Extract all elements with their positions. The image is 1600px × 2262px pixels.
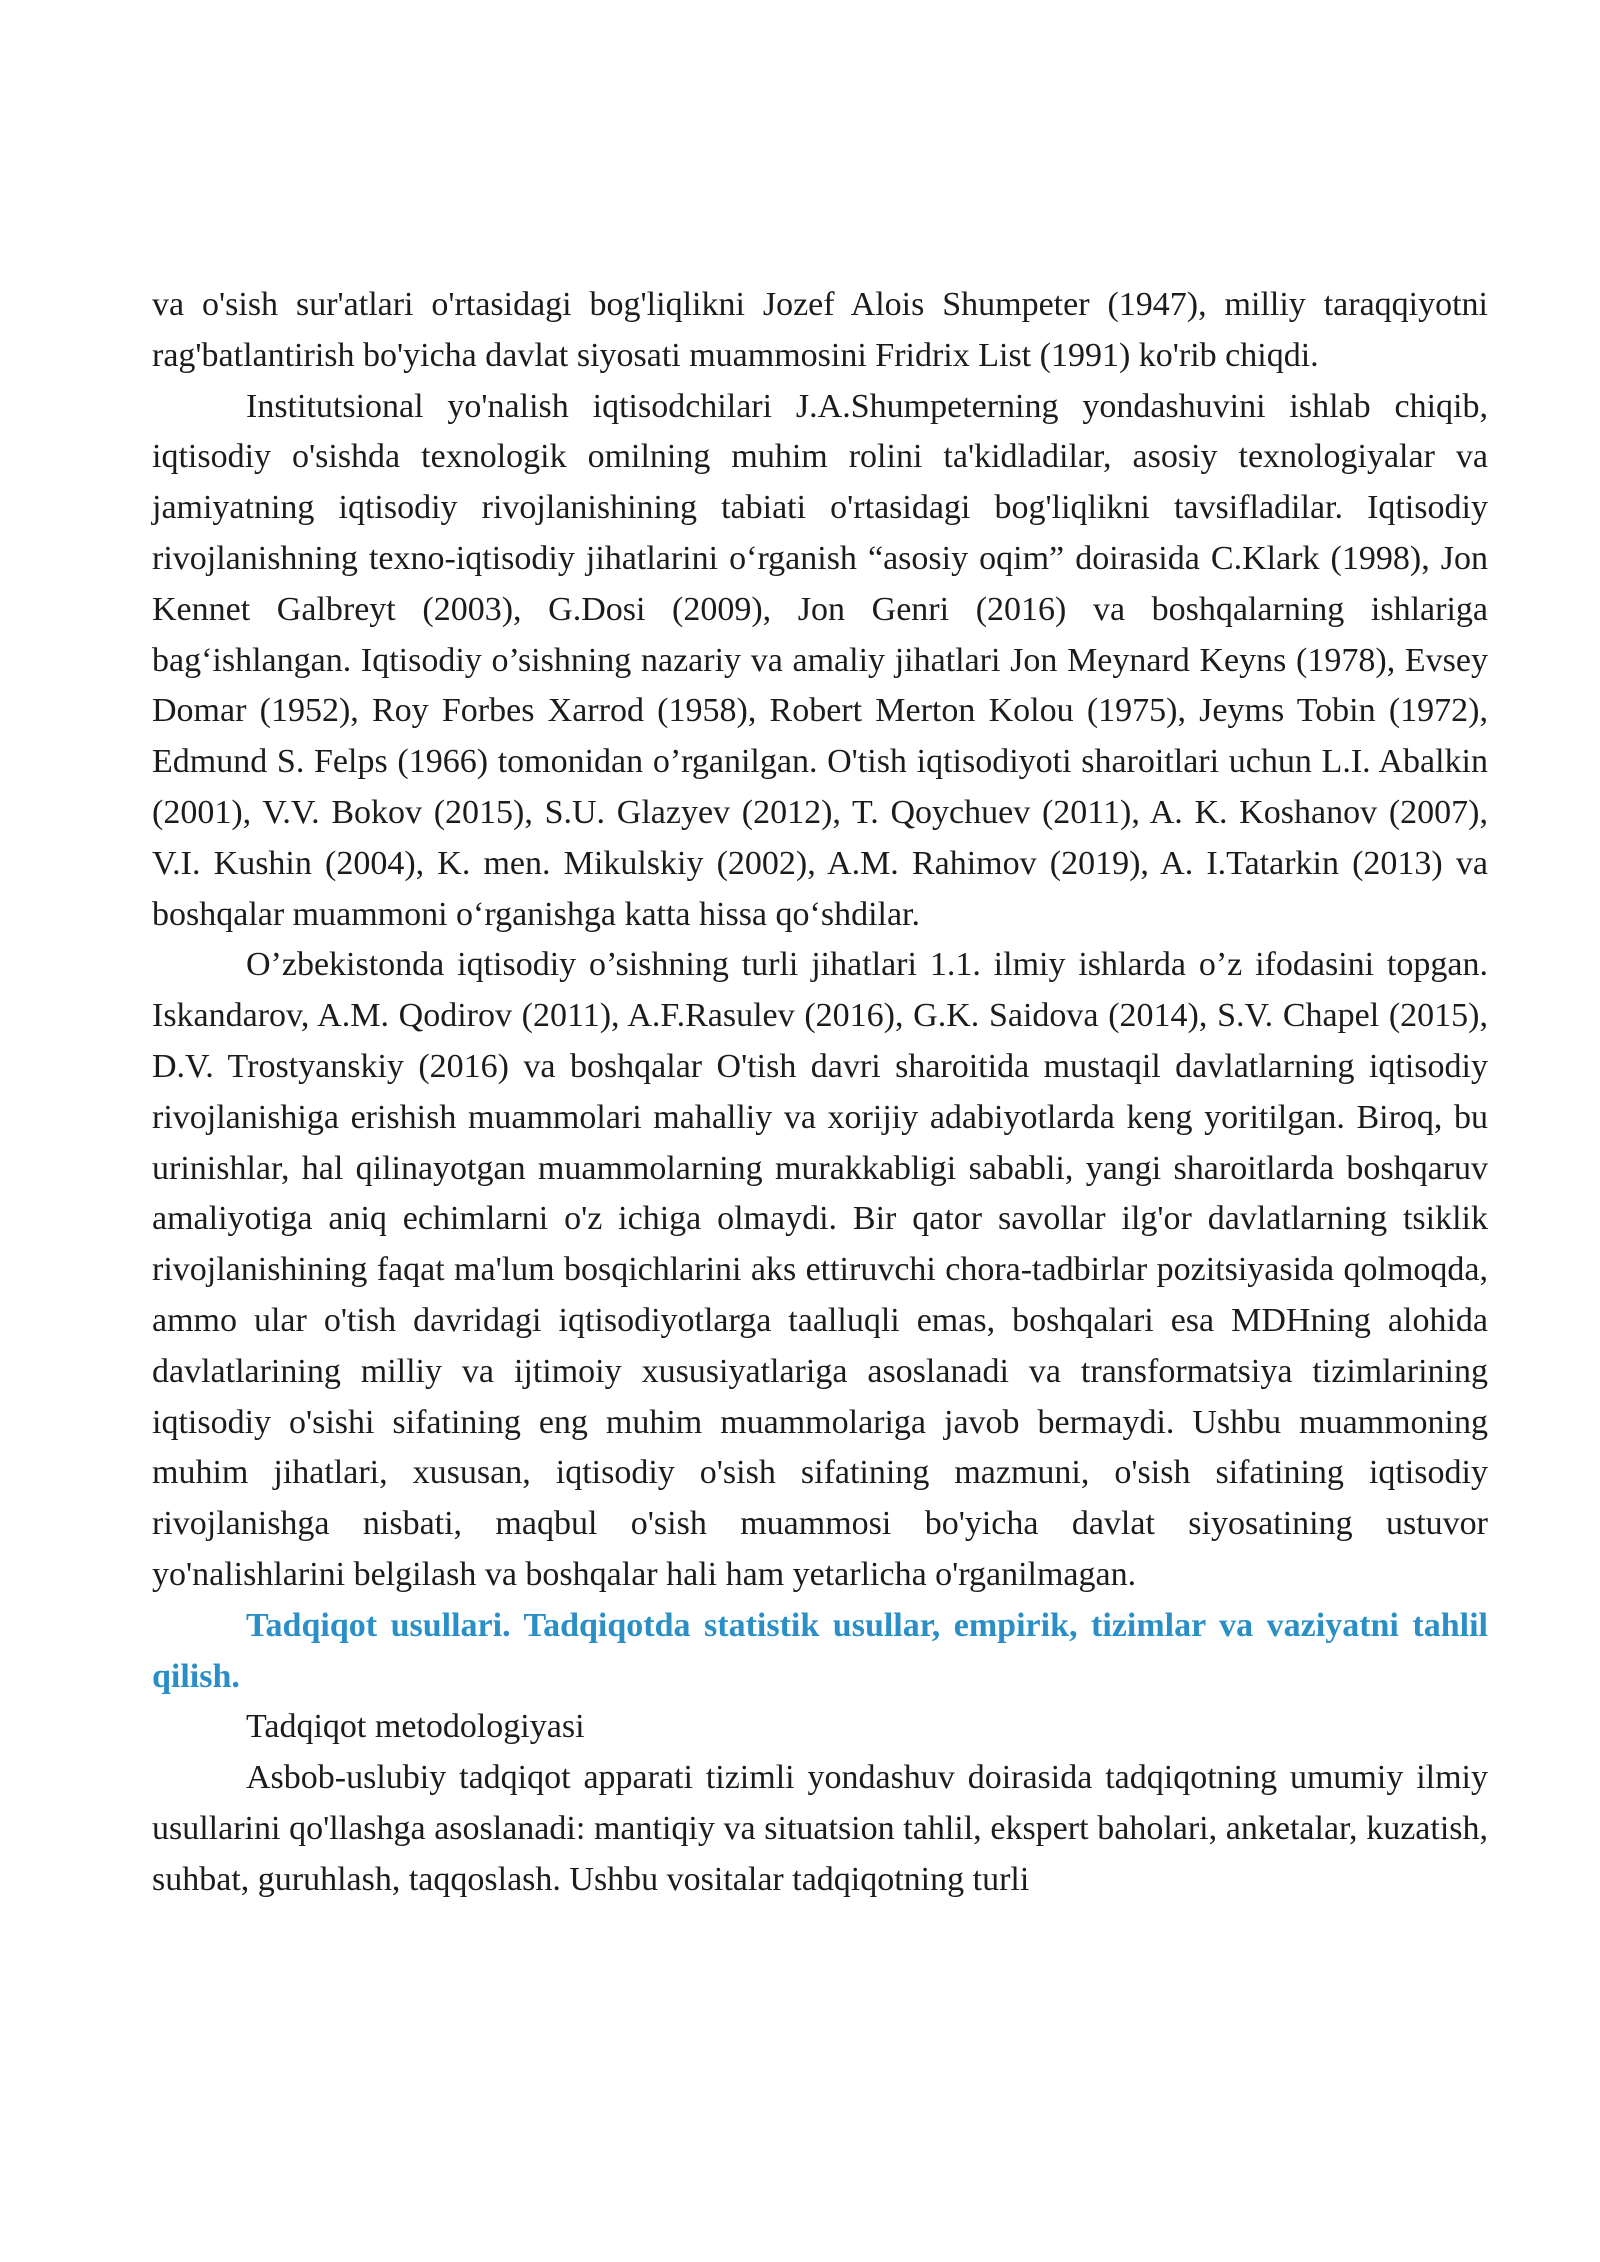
paragraph-methodology: Asbob-uslubiy tadqiqot apparati tizimli yondashuv doirasida tadqiqotning umumiy ilmiy usullarini qo'llashga asoslanadi: mantiqiy va situatsion tahlil, ekspert baholari, anketalar, kuzatish, suhbat, guruhlash, taqqoslash. Ushbu vositalar tadqiqotning turli: [152, 1759, 1488, 1898]
paragraph-continuation: va o'sish sur'atlari o'rtasidagi bog'liqlikni Jozef Alois Shumpeter (1947), milliy taraqqiyotni rag'batlantirish bo'yicha davlat siyosati muammosini Fridrix List (1991) ko'rib chiqdi.: [152, 286, 1488, 374]
methods-heading: Tadqiqot usullari. Tadqiqotda statistik usullar, empirik, tizimlar va vaziyatni tahlil qilish.: [152, 1606, 1488, 1695]
body-text: [152, 280, 1488, 1906]
paragraph-institutional: Institutsional yo'nalish iqtisodchilari J.A.Shumpeterning yondashuvini ishlab chiqib, iqtisodiy o'sishda texnologik omilning muhim rolini ta'kidladilar, asosiy texnologiyalar va jamiyatning iqtisodiy rivojlanishining tabiati o'rtasidagi bog'liqlikni tavsifladilar. Iqtisodiy rivojlanishning texno-iqtisodiy jihatlarini o‘rganish “asosiy oqim” doirasida C.Klark (1998), Jon Kennet Galbreyt (2003), G.Dosi (2009), Jon Genri (2016) va boshqalarning ishlariga bag‘ishlangan. Iqtisodiy o’sishning nazariy va amaliy jihatlari Jon Meynard Keyns (1978), Evsey Domar (1952), Roy Forbes Xarrod (1958), Robert Merton Kolou (1975), Jeyms Tobin (1972), Edmund S. Felps (1966) tomonidan o’rganilgan. O'tish iqtisodiyoti sharoitlari uchun L.I. Abalkin (2001), V.V. Bokov (2015), S.U. Glazyev (2012), T. Qoychuev (2011), A. K. Koshanov (2007), V.I. Kushin (2004), K. men. Mikulskiy (2002), A.M. Rahimov (2019), A. I.Tatarkin (2013) va boshqalar muammoni o‘rganishga katta hissa qo‘shdilar.: [152, 387, 1488, 933]
paragraph-uzbekistan: O’zbekistonda iqtisodiy o’sishning turli jihatlari 1.1. ilmiy ishlarda o’z ifodasini topgan. Iskandarov, A.M. Qodirov (2011), A.F.Rasulev (2016), G.K. Saidova (2014), S.V. Chapel (2015), D.V. Trostyanskiy (2016) va boshqalar O'tish davri sharoitida mustaqil davlatlarning iqtisodiy rivojlanishiga erishish muammolari mahalliy va xorijiy adabiyotlarda keng yoritilgan. Biroq, bu urinishlar, hal qilinayotgan muammolarning murakkabligi sababli, yangi sharoitlarda boshqaruv amaliyotiga aniq echimlarni o'z ichiga olmaydi. Bir qator savollar ilg'or davlatlarning tsiklik rivojlanishining faqat ma'lum bosqichlarini aks ettiruvchi chora-tadbirlar pozitsiyasida qolmoqda, ammo ular o'tish davridagi iqtisodiyotlarga taalluqli emas, boshqalari esa MDHning alohida davlatlarining milliy va ijtimoiy xususiyatlariga asoslanadi va transformatsiya tizimlarining iqtisodiy o'sishi sifatining eng muhim muammolariga javob bermaydi. Ushbu muammoning muhim jihatlari, xususan, iqtisodiy o'sish sifatining mazmuni, o'sish sifatining iqtisodiy rivojlanishga nisbati, maqbul o'sish muammosi bo'yicha davlat siyosatining ustuvor yo'nalishlarini belgilash va boshqalar hali ham yetarlicha o'rganilmagan.: [152, 946, 1488, 1593]
methodology-title: Tadqiqot metodologiyasi: [246, 1708, 585, 1746]
